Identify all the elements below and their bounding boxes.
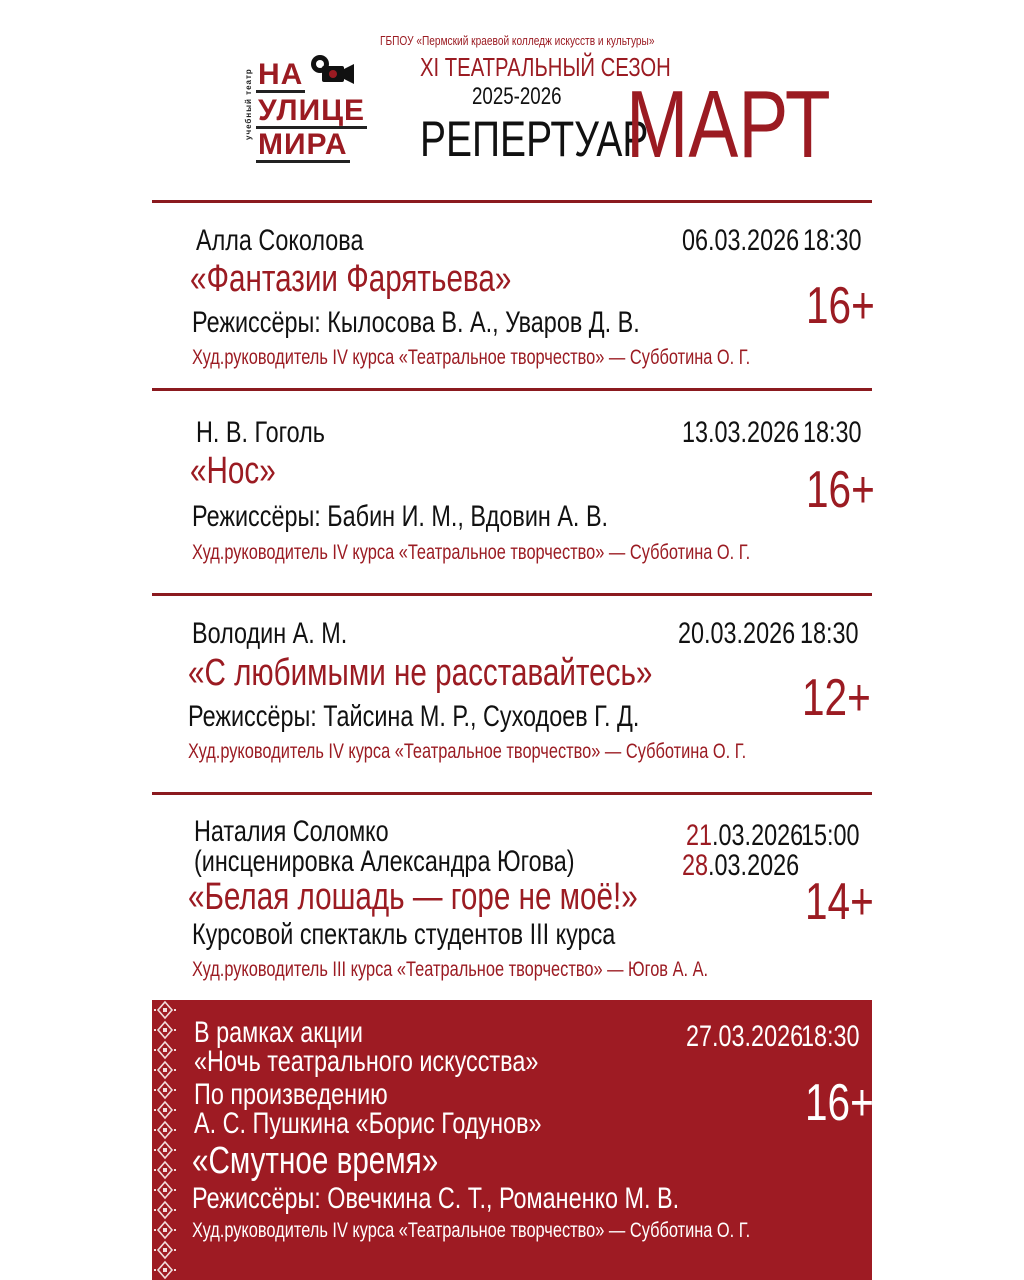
special-line-3: По произведению (194, 1078, 388, 1111)
date-day-highlight: 21 (686, 819, 713, 852)
season-years: 2025-2026 (472, 83, 562, 110)
show-time: 18:30 (803, 416, 862, 449)
college-name: ГБПОУ «Пермский краевой колледж искусств и культуры» (380, 33, 655, 48)
show-art-director: Худ.руководитель III курса «Театральное творчество» — Югов А. А. (192, 958, 709, 981)
divider (152, 792, 872, 795)
show-time: 15:00 (801, 819, 860, 852)
show-title: «Белая лошадь — горе не моё!» (188, 876, 638, 918)
show-title: «Нос» (190, 450, 276, 492)
month-heading: МАРТ (626, 71, 831, 178)
show-directors: Режиссёры: Бабин И. М., Вдовин А. В. (192, 500, 609, 533)
special-line-2: «Ночь театрального искусства» (194, 1045, 539, 1078)
season-label: XI ТЕАТРАЛЬНЫЙ СЕЗОН (420, 52, 671, 82)
repertoire-heading: РЕПЕРТУАР (420, 111, 649, 167)
special-date: 27.03.2026 (686, 1020, 804, 1053)
show-art-director: Худ.руководитель IV курса «Театральное творчество» — Субботина О. Г. (188, 740, 747, 763)
divider (152, 593, 872, 596)
show-art-director: Худ.руководитель IV курса «Театральное творчество» — Субботина О. Г. (192, 346, 751, 369)
show-directors: Режиссёры: Тайсина М. Р., Суходоев Г. Д. (188, 700, 640, 733)
show-author: Алла Соколова (196, 224, 364, 257)
show-author: Володин А. М. (192, 617, 348, 650)
special-time: 18:30 (801, 1020, 860, 1053)
show-description: Курсовой спектакль студентов III курса (192, 918, 616, 951)
logo-word-ulitse: УЛИЦЕ (258, 94, 366, 127)
date-rest: .03.2026 (708, 849, 800, 882)
divider (152, 388, 872, 391)
show-art-director: Худ.руководитель IV курса «Театральное творчество» — Субботина О. Г. (192, 541, 751, 564)
show-time: 18:30 (803, 224, 862, 257)
special-title: «Смутное время» (192, 1140, 439, 1182)
logo-word-mira: МИРА (258, 128, 348, 161)
age-rating: 16+ (806, 277, 875, 335)
logo-side-text: учебный театр (244, 68, 253, 140)
date-day-highlight: 28 (682, 849, 709, 882)
date-rest: .03.2026 (712, 819, 804, 852)
age-rating: 14+ (805, 873, 874, 931)
show-author: Наталия Соломко (194, 815, 389, 848)
special-art-director: Худ.руководитель IV курса «Театральное творчество» — Субботина О. Г. (192, 1219, 751, 1242)
film-camera-icon (308, 52, 354, 86)
show-time: 18:30 (800, 617, 859, 650)
divider (152, 200, 872, 203)
special-age-rating: 16+ (805, 1074, 874, 1132)
show-author: Н. В. Гоголь (196, 416, 326, 449)
show-date: 06.03.2026 (682, 224, 800, 257)
age-rating: 16+ (806, 461, 875, 519)
special-line-4: А. С. Пушкина «Борис Годунов» (194, 1107, 542, 1140)
special-directors: Режиссёры: Овечкина С. Т., Романенко М. В. (192, 1182, 680, 1215)
show-directors: Режиссёры: Кылосова В. А., Уваров Д. В. (192, 306, 640, 339)
age-rating: 12+ (802, 669, 871, 727)
show-title: «С любимыми не расставайтесь» (188, 652, 653, 694)
show-title: «Фантазии Фарятьева» (190, 258, 512, 300)
show-date: 13.03.2026 (682, 416, 800, 449)
ornament-border (152, 1000, 178, 1280)
logo-word-na: НА (258, 58, 304, 91)
show-adaptation: (инсценировка Александра Югова) (194, 845, 575, 878)
show-date: 20.03.2026 (678, 617, 796, 650)
special-line-1: В рамках акции (194, 1016, 363, 1049)
